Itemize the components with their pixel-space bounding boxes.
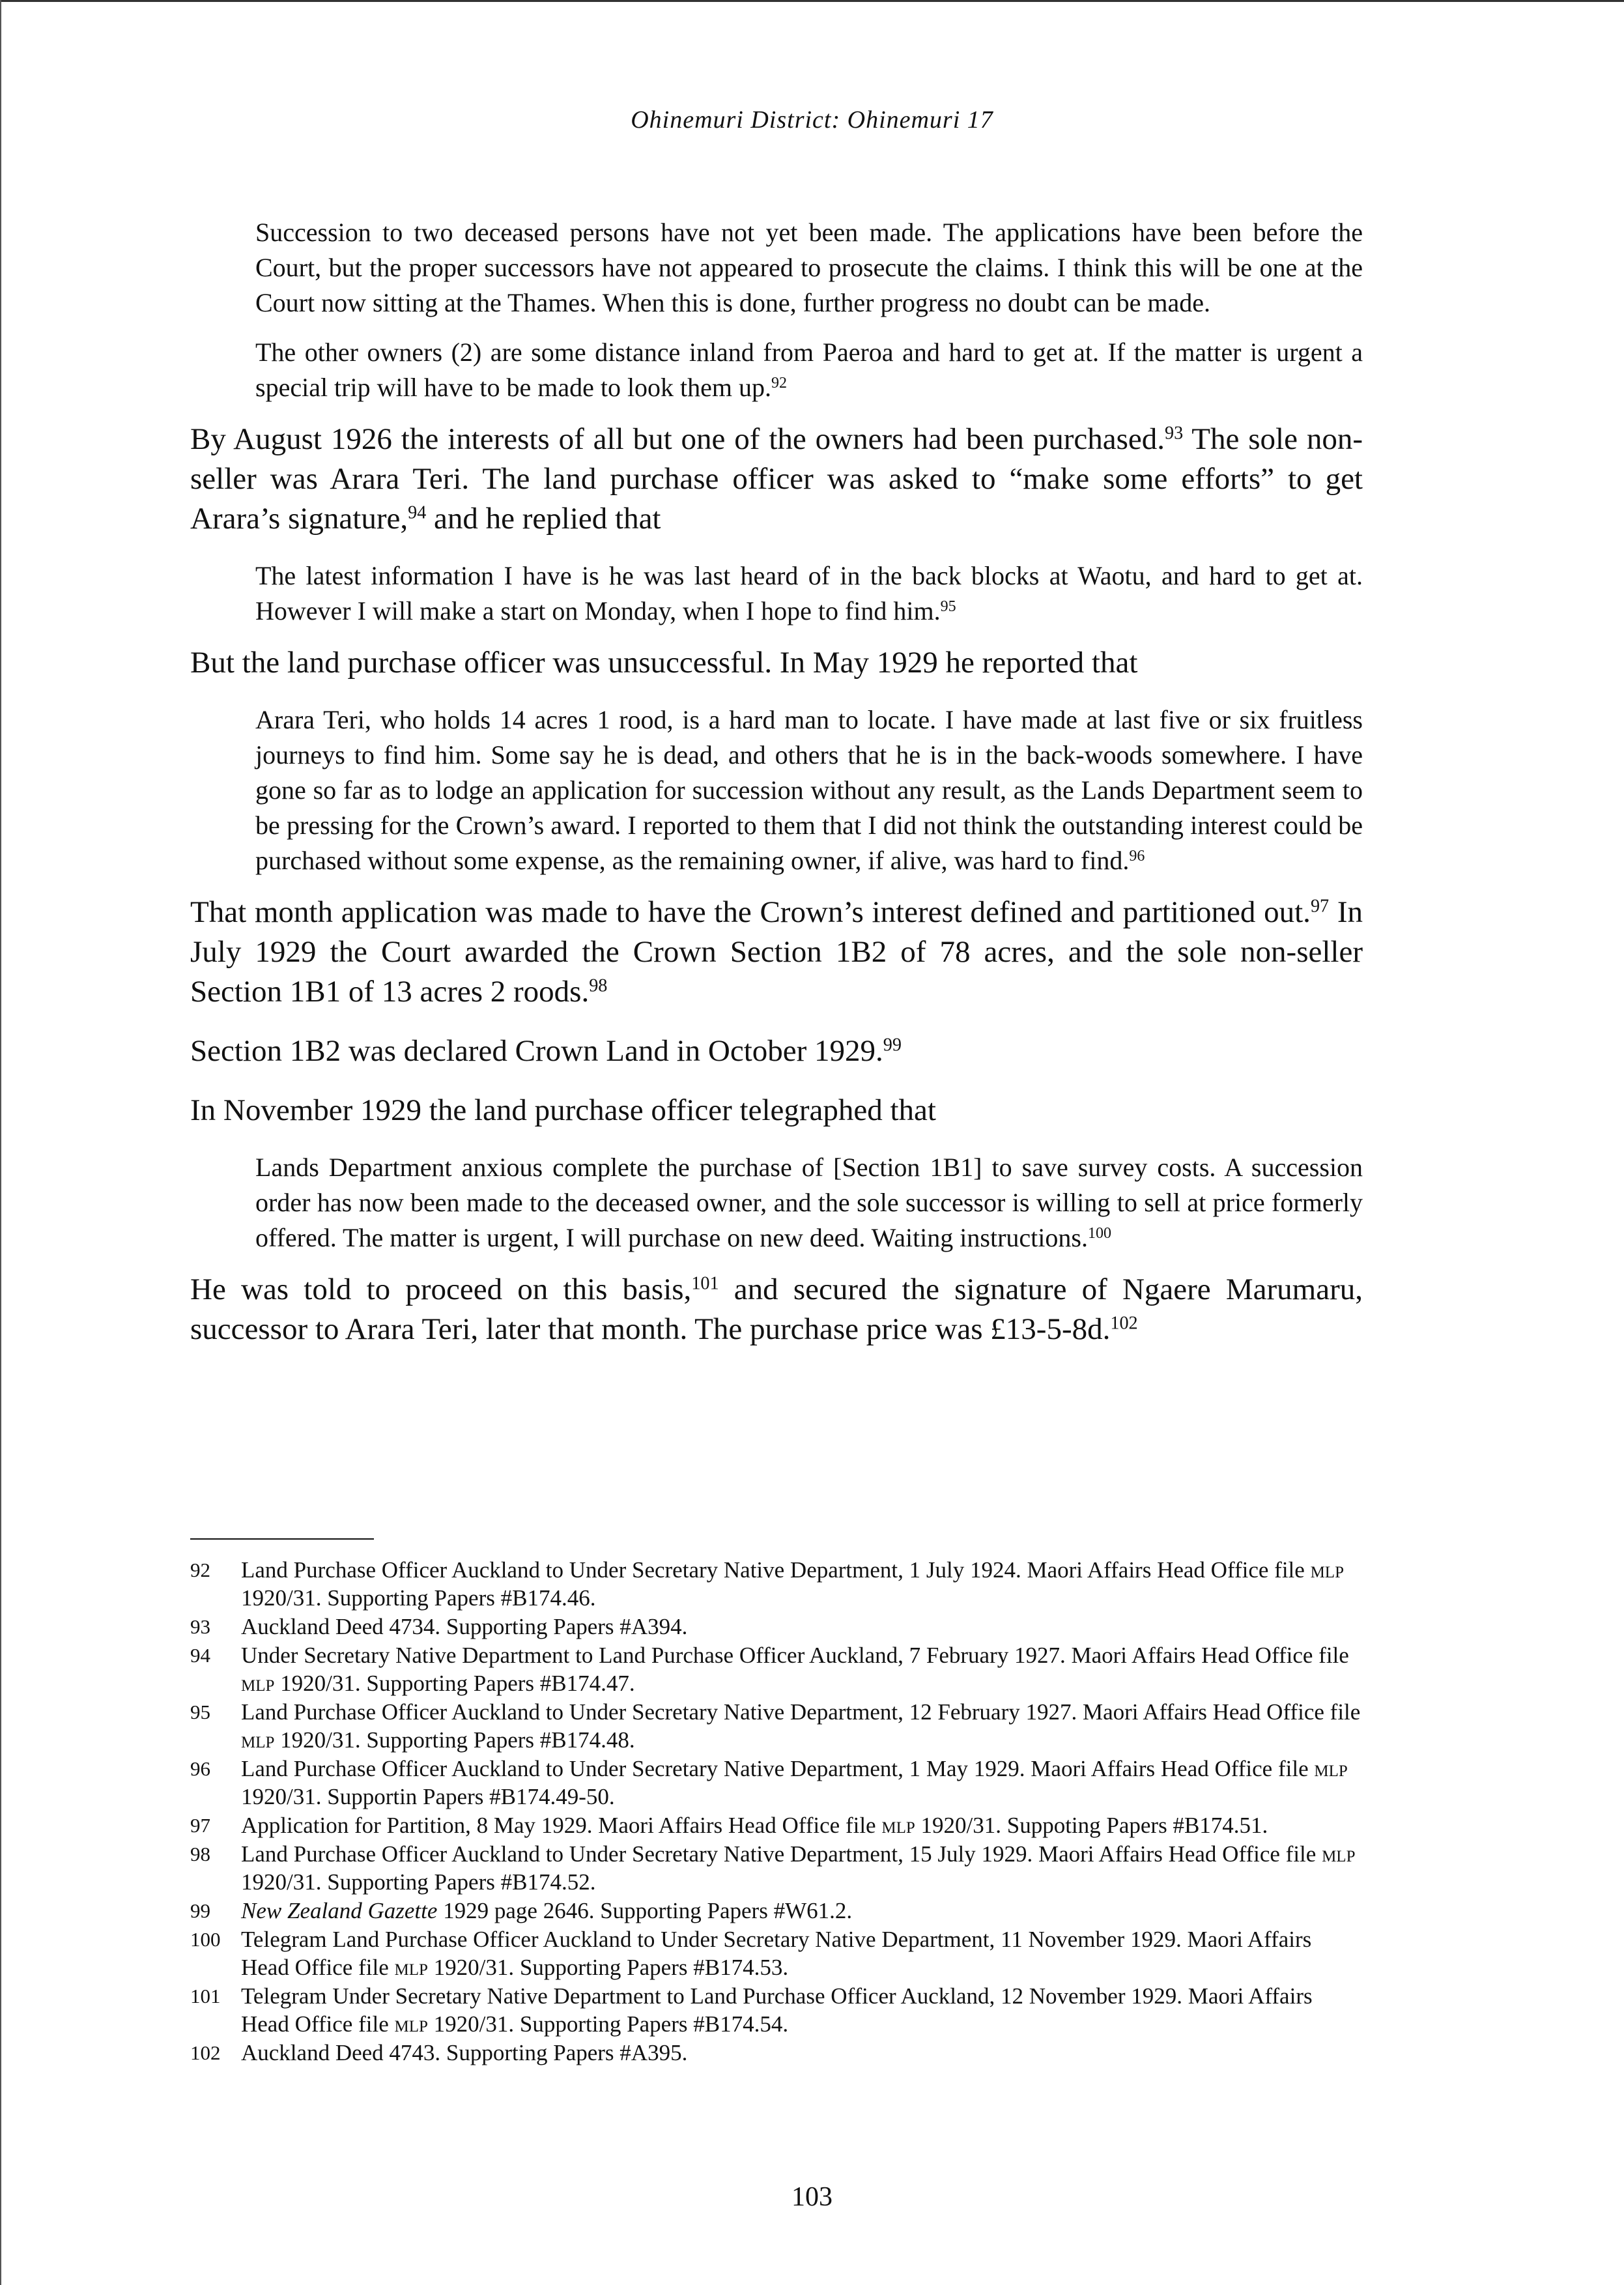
- footnote: [190, 1897, 1363, 1925]
- footnote-ref[interactable]: 100: [1087, 1224, 1111, 1242]
- body-paragraph: Section 1B2 was declared Crown Land in October 1929.99: [190, 1034, 902, 1068]
- quote-paragraph: Lands Department anxious complete the purchase of [Section 1B1] to save survey costs. A succession order has now been made to the deceased owner, and the sole successor is willing to sell at price formerly offered. The matter is urgent, I will purchase on new deed. Waiting instructions.$^{100}$: [255, 1153, 1363, 1252]
- footnote: [190, 1556, 1363, 1612]
- page-number: 103: [791, 2182, 833, 2212]
- footnote-number: 101: [190, 1985, 221, 2007]
- body-paragraph: That month application was made to have the Crown’s interest defined and partitioned out.$^{97}$ In July 1929 the Court awarded the Crown Section 1B2 of 78 acres, and the sole non-seller Section 1B1 of 13 acres 2 roods.$^{98}$: [190, 895, 1363, 1009]
- footnote-number: 97: [190, 1814, 210, 1837]
- footnote: [190, 1755, 1363, 1811]
- footnote-number: 98: [190, 1843, 210, 1865]
- footnote-divider: [190, 1538, 374, 1540]
- body-paragraph: He was told to proceed on this basis,$^{101}$ and secured the signature of Ngaere Marumaru, successor to Arara Teri, later that month. The purchase price was £13-5-8d.$^{102}$: [190, 1272, 1363, 1346]
- footnote-text: Auckland Deed 4743. Supporting Papers #A395.: [241, 2040, 688, 2065]
- footnote-ref[interactable]: 99: [883, 1035, 902, 1056]
- body-paragraph: In November 1929 the land purchase officer telegraphed that: [190, 1093, 936, 1127]
- footnote-text: Telegram Land Purchase Officer Auckland to Under Secretary Native Department, 11 November 1929. Maori Affairs Head Office file mlp 1920/31. Supporting Papers #B174.53.: [241, 1927, 1312, 1980]
- footnote: [190, 1641, 1363, 1697]
- footnote-text: Land Purchase Officer Auckland to Under Secretary Native Department, 1 May 1929. Maori Affairs Head Office file mlp 1920/31. Supportin Papers #B174.49-50.: [241, 1756, 1348, 1809]
- footnote-number: 96: [190, 1757, 210, 1780]
- footnote-ref[interactable]: 92: [771, 374, 788, 392]
- footnote-text: Land Purchase Officer Auckland to Under Secretary Native Department, 1 July 1924. Maori Affairs Head Office file mlp 1920/31. Supporting Papers #B174.46.: [241, 1557, 1344, 1611]
- quote-paragraph: The latest information I have is he was last heard of in the back blocks at Waotu, and hard to get at. However I will make a start on Monday, when I hope to find him.$^{95}$: [255, 561, 1363, 625]
- footnote: [190, 1840, 1363, 1896]
- body-paragraph: But the land purchase officer was unsuccessful. In May 1929 he reported that: [190, 646, 1138, 680]
- footnote-text: New Zealand Gazette 1929 page 2646. Supporting Papers #W61.2.: [241, 1898, 853, 1923]
- body-text: [190, 215, 1363, 1369]
- footnote: [190, 1698, 1363, 1754]
- footnote-ref[interactable]: 93: [1165, 423, 1184, 444]
- footnote-number: 95: [190, 1701, 210, 1723]
- quote-paragraph: Succession to two deceased persons have not yet been made. The applications have been before the Court, but the proper successors have not appeared to prosecute the claims. I think this will be one at the Court now sitting at the Thames. When this is done, further progress no doubt can be made.: [255, 218, 1363, 317]
- left-border: [0, 0, 1, 2285]
- top-border: [0, 0, 1624, 2]
- footnote-text: Under Secretary Native Department to Land Purchase Officer Auckland, 7 February 1927. Maori Affairs Head Office file mlp 1920/31. Supporting Papers #B174.47.: [241, 1643, 1349, 1696]
- footnote-text: Land Purchase Officer Auckland to Under Secretary Native Department, 15 July 1929. Maori Affairs Head Office file mlp 1920/31. Supporting Papers #B174.52.: [241, 1841, 1356, 1895]
- quote-paragraph: The other owners (2) are some distance inland from Paeroa and hard to get at. If the matter is urgent a special trip will have to be made to look them up.$^{92}$: [255, 338, 1363, 402]
- footnote-text: Telegram Under Secretary Native Department to Land Purchase Officer Auckland, 12 November 1929. Maori Affairs Head Office file mlp 1920/31. Supporting Papers #B174.54.: [241, 1983, 1313, 2037]
- footnote-ref[interactable]: 101: [691, 1273, 719, 1294]
- footnotes: [190, 1556, 1363, 2067]
- footnote: [190, 1811, 1363, 1839]
- footnote-number: 99: [190, 1899, 210, 1922]
- quote-paragraph: Arara Teri, who holds 14 acres 1 rood, is a hard man to locate. I have made at last five or six fruitless journeys to find him. Some say he is dead, and others that he is in the back-woods somewhere. I have gone so far as to lodge an application for succession without any result, as the Lands Department seem to be pressing for the Crown’s award. I reported to them that I did not think the outstanding interest could be purchased without some expense, as the remaining owner, if alive, was hard to find.$^{96}$: [255, 705, 1363, 875]
- footnote: [190, 1982, 1363, 2038]
- footnote-ref[interactable]: 97: [1310, 896, 1330, 917]
- running-header: Ohinemuri District: Ohinemuri 17: [631, 106, 993, 134]
- footnote-ref[interactable]: 96: [1129, 847, 1145, 865]
- footnote-ref[interactable]: 102: [1110, 1313, 1138, 1334]
- footnote-number: 92: [190, 1559, 210, 1581]
- body-paragraph: By August 1926 the interests of all but one of the owners had been purchased.$^{93}$ The sole non-seller was Arara Teri. The land purchase officer was asked to “make some efforts” to get Arara’s signature,$^{94}$ and he replied that: [190, 422, 1363, 536]
- footnote-text: Land Purchase Officer Auckland to Under Secretary Native Department, 12 February 1927. Maori Affairs Head Office file mlp 1920/31. Supporting Papers #B174.48.: [241, 1699, 1361, 1753]
- footnote: [190, 1613, 1363, 1641]
- footnote: [190, 1925, 1363, 1981]
- footnote-number: 94: [190, 1644, 210, 1667]
- footnote-text: Auckland Deed 4734. Supporting Papers #A394.: [241, 1614, 688, 1639]
- footnote-number: 100: [190, 1928, 221, 1951]
- footnote-ref[interactable]: 98: [589, 975, 608, 996]
- footnote-ref[interactable]: 94: [408, 502, 427, 523]
- footnote-number: 93: [190, 1615, 210, 1638]
- footnote-ref[interactable]: 95: [940, 597, 956, 615]
- footnote-text: Application for Partition, 8 May 1929. Maori Affairs Head Office file mlp 1920/31. Suppoting Papers #B174.51.: [241, 1813, 1268, 1838]
- footnote-number: 102: [190, 2041, 221, 2064]
- footnote: [190, 2039, 1363, 2067]
